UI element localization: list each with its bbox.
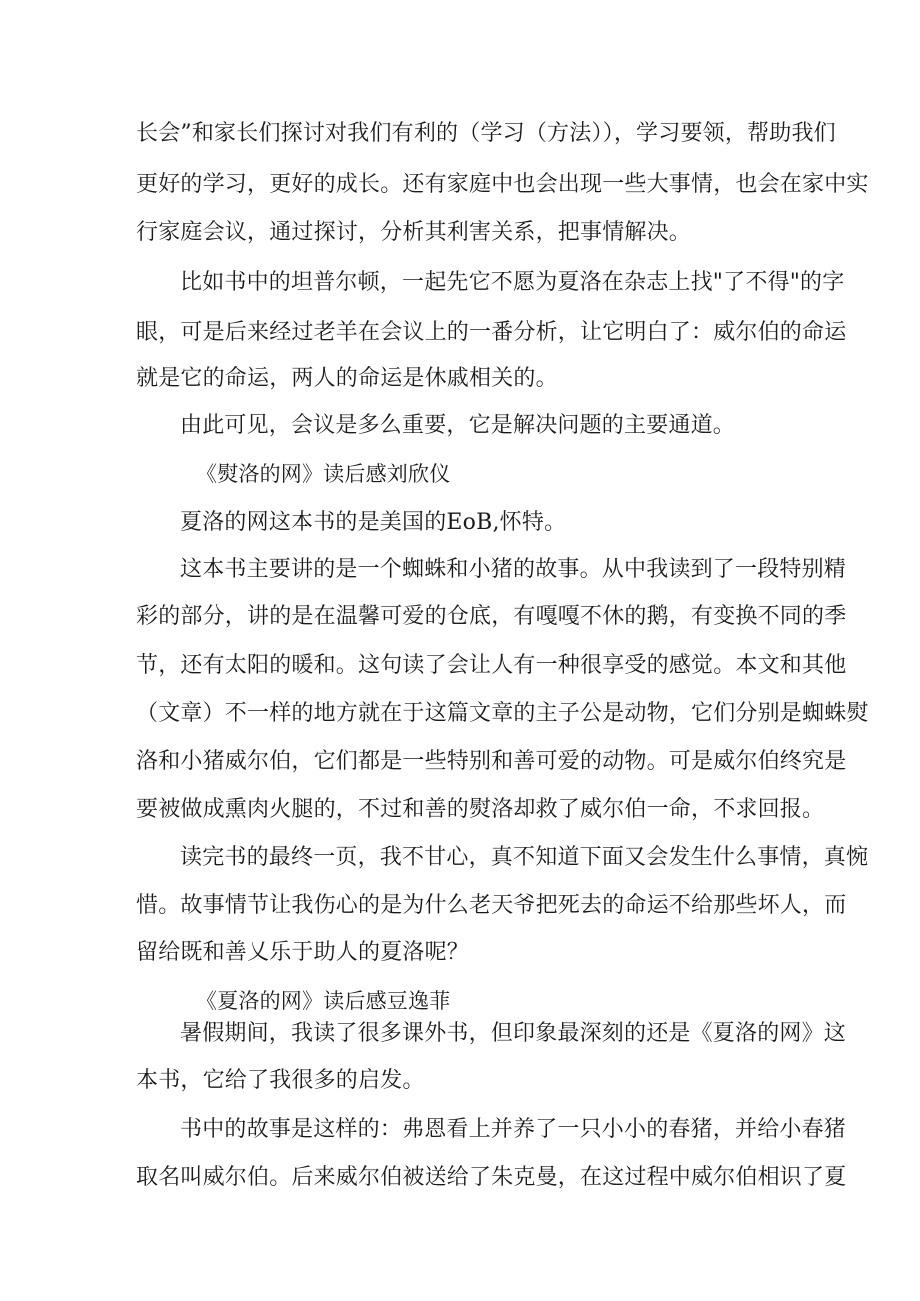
text-line: 洛和小猪威尔伯，它们都是一些特别和善可爱的动物。可是威尔伯终究是 — [136, 749, 847, 774]
text-line: 书中的故事是这样的：弗恩看上并养了一只小小的春猪，并给小春猪 — [180, 1117, 847, 1142]
text-line: 更好的学习，更好的成长。还有家庭中也会出现一些大事情，也会在家中实 — [136, 172, 869, 197]
text-line: 暑假期间，我读了很多课外书，但印象最深刻的还是《夏洛的网》这 — [180, 1021, 847, 1046]
section-heading: 《熨洛的网》读后感刘欣仪 — [196, 462, 451, 486]
text-line: 比如书中的坦普尔顿，一起先它不愿为夏洛在杂志上找"了不得"的字 — [180, 270, 845, 295]
text-line: 夏洛的网这本书的是美国的EoB,怀特。 — [180, 510, 567, 535]
text-line: 留给既和善乂乐于助人的夏洛呢？ — [136, 940, 470, 965]
text-line: 彩的部分，讲的是在温馨可爱的仓底，有嘎嘎不休的鹅，有变换不同的季 — [136, 604, 847, 629]
text-line: 取名叫威尔伯。后来威尔伯被送给了朱克曼，在这过程中威尔伯相识了夏 — [136, 1165, 847, 1190]
text-line: 眼，可是后来经过老羊在会议上的一番分析，让它明白了：威尔伯的命运 — [136, 320, 847, 345]
text-line: 惜。故事情节让我伤心的是为什么老天爷把死去的命运不给那些坏人，而 — [136, 893, 847, 918]
text-line: （文章）不一样的地方就在于这篇文章的主子公是动物，它们分别是蜘蛛熨 — [136, 701, 869, 726]
text-line: 这本书主要讲的是一个蜘蛛和小猪的故事。从中我读到了一段特别精 — [180, 557, 847, 582]
text-line: 节，还有太阳的暖和。这句读了会让人有一种很享受的感觉。本文和其他 — [136, 653, 847, 678]
text-line: 长会”和家长们探讨对我们有利的（学习（方法）），学习要领，帮助我们 — [136, 121, 836, 146]
text-line: 行家庭会议，通过探讨，分析其利害关系，把事情解决。 — [136, 220, 692, 245]
text-line: 由此可见，会议是多么重要，它是解决问题的主要通道。 — [180, 413, 736, 438]
section-heading: 《夏洛的网》读后感豆逸菲 — [196, 989, 451, 1013]
text-line: 要被做成熏肉火腿的，不过和善的熨洛却救了威尔伯一命，不求回报。 — [136, 797, 825, 822]
text-line: 就是它的命运，两人的命运是休戚相关的。 — [136, 366, 558, 391]
text-line: 读完书的最终一页，我不甘心，真不知道下面又会发生什么事情，真惋 — [180, 845, 869, 870]
text-line: 本书，它给了我很多的启发。 — [136, 1068, 425, 1093]
